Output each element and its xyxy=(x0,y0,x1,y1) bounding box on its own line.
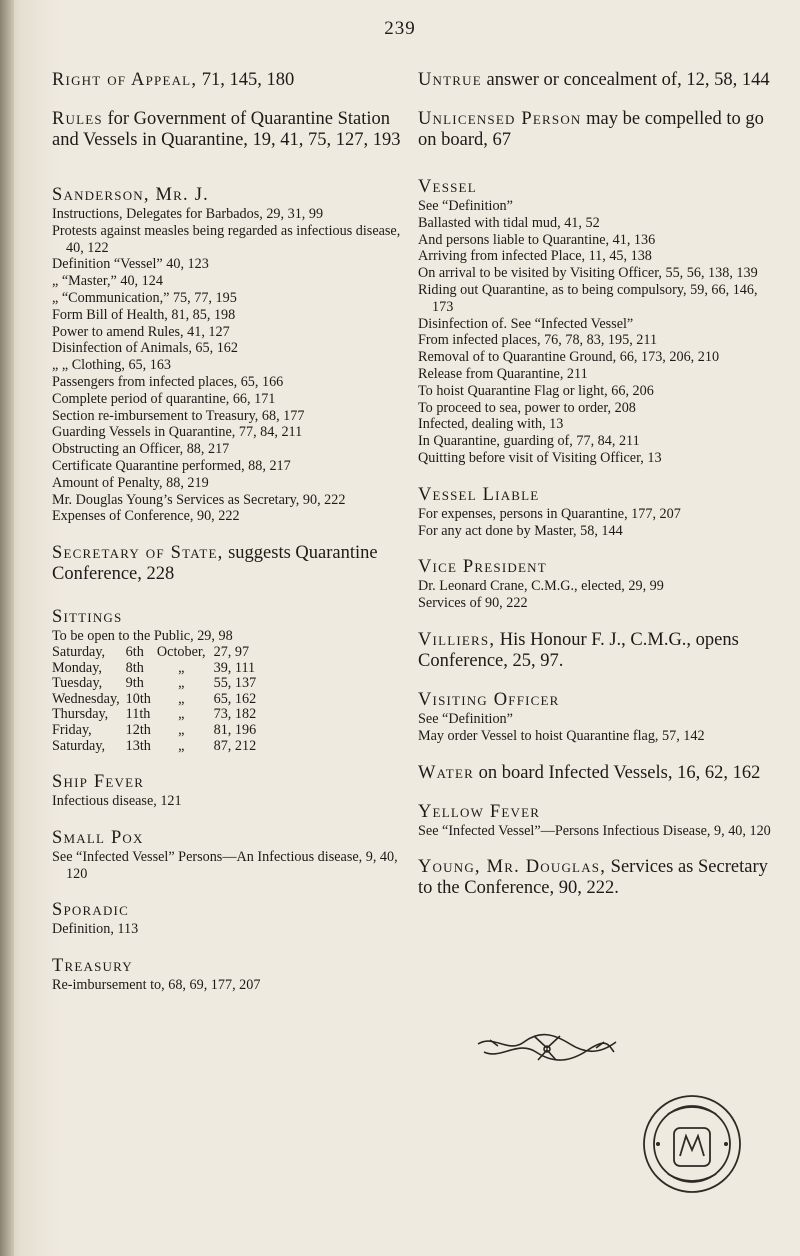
entry-title: Unlicensed Person xyxy=(418,109,582,129)
sitting-pages: 87, 212 xyxy=(213,737,257,754)
sub-line: May order Vessel to hoist Quarantine flag, 57, 142 xyxy=(418,727,705,744)
entry-text: may be compelled to go on board, 67 xyxy=(418,109,764,150)
sub-line: Power to amend Rules, 41, 127 xyxy=(52,323,230,340)
sitting-date: 13th xyxy=(125,737,151,754)
entry-vessel-liable xyxy=(418,485,776,540)
sub-line: Disinfection of. See “Infected Vessel” xyxy=(418,315,634,332)
sub-line: Dr. Leonard Crane, C.M.G., elected, 29, 99 xyxy=(418,578,664,595)
sitting-month: „ xyxy=(178,675,185,692)
entry-text: suggests Quarantine Conference, 228 xyxy=(52,543,378,585)
table-row xyxy=(52,692,262,708)
sitting-pages: 73, 182 xyxy=(213,706,257,723)
entry-title: Small Pox xyxy=(52,827,144,848)
sitting-month: „ xyxy=(178,706,185,723)
entry-sanderson xyxy=(52,185,402,525)
right-column xyxy=(418,70,776,917)
entry-title: Water xyxy=(418,762,474,783)
entry-text: on board Infected Vessels, 16, 62, 162 xyxy=(473,762,761,783)
sub-line: For any act done by Master, 58, 144 xyxy=(418,522,623,539)
sub-line: Expenses of Conference, 90, 222 xyxy=(52,508,240,525)
entry-title: Vessel Liable xyxy=(418,484,540,505)
sub-line: „ „ Clothing, 65, 163 xyxy=(52,357,172,374)
entry-title: Villiers, xyxy=(418,629,496,650)
entry-untrue xyxy=(418,70,776,91)
sitting-date: 6th xyxy=(125,643,144,660)
sub-line: Obstructing an Officer, 88, 217 xyxy=(52,441,230,458)
sub-line: „ “Master,” 40, 124 xyxy=(52,273,163,290)
sitting-day: Friday, xyxy=(52,721,92,738)
sub-line: On arrival to be visited by Visiting Officer, 55, 56, 138, 139 xyxy=(418,265,758,282)
sitting-month: October, xyxy=(156,643,206,660)
entry-title: Young, Mr. Douglas, xyxy=(418,857,607,878)
entry-visiting-officer xyxy=(418,690,776,745)
sub-line: Mr. Douglas Young’s Services as Secretary, 90, 222 xyxy=(52,491,346,508)
sub-line: „ “Communication,” 75, 77, 195 xyxy=(52,289,237,306)
sitting-date: 11th xyxy=(125,706,151,723)
entry-sublist xyxy=(418,198,776,467)
sittings-intro: To be open to the Public, 29, 98 xyxy=(52,628,233,645)
sub-line: Passengers from infected places, 65, 166 xyxy=(52,373,284,390)
sitting-date: 8th xyxy=(125,659,144,676)
sub-line: See “Infected Vessel”—Persons Infectious Disease, 9, 40, 120 xyxy=(418,822,771,839)
entry-unlicensed-person xyxy=(418,109,776,151)
entry-title: Untrue xyxy=(418,70,482,90)
sub-line: To proceed to sea, power to order, 208 xyxy=(418,399,636,416)
entry-vice-president xyxy=(418,557,776,612)
entry-title: Secretary of State, xyxy=(52,543,224,564)
entry-rules xyxy=(52,109,402,151)
sub-line: Quitting before visit of Visiting Officer, 13 xyxy=(418,449,662,466)
sub-line: Instructions, Delegates for Barbados, 29, 31, 99 xyxy=(52,206,324,222)
sub-line: Guarding Vessels in Quarantine, 77, 84, 211 xyxy=(52,424,303,441)
sitting-day: Saturday, xyxy=(52,643,106,660)
entry-treasury xyxy=(52,956,402,994)
entry-title: Treasury xyxy=(52,956,133,977)
sub-line: Release from Quarantine, 211 xyxy=(418,365,588,382)
entry-secretary-of-state xyxy=(52,543,402,585)
library-seal-icon xyxy=(640,1092,744,1196)
sitting-pages: 81, 196 xyxy=(213,721,257,738)
sub-line: See “Infected Vessel” Persons—An Infectious disease, 9, 40, 120 xyxy=(52,848,398,882)
entry-title: Sittings xyxy=(52,607,123,628)
sub-line: And persons liable to Quarantine, 41, 136 xyxy=(418,231,656,248)
sitting-pages: 55, 137 xyxy=(213,675,257,692)
entry-title: Vice President xyxy=(418,557,547,578)
sittings-table xyxy=(52,645,262,754)
sitting-date: 9th xyxy=(125,675,144,692)
sitting-day: Tuesday, xyxy=(52,675,103,692)
sub-line: Infected, dealing with, 13 xyxy=(418,416,564,433)
table-row xyxy=(52,739,262,755)
entry-title: Ship Fever xyxy=(52,772,145,793)
sub-line: Ballasted with tidal mud, 41, 52 xyxy=(418,214,600,231)
entry-title: Sanderson, Mr. J. xyxy=(52,185,209,205)
entry-title: Right of Appeal, xyxy=(52,70,198,90)
entry-young xyxy=(418,857,776,899)
entry-sporadic xyxy=(52,900,402,938)
entry-title: Sporadic xyxy=(52,900,129,921)
page-number: 239 xyxy=(384,18,416,39)
sub-line: Section re-imbursement to Treasury, 68, 177 xyxy=(52,407,305,424)
sub-line: Disinfection of Animals, 65, 162 xyxy=(52,340,238,357)
sitting-day: Thursday, xyxy=(52,706,109,723)
table-row xyxy=(52,645,262,661)
table-row xyxy=(52,723,262,739)
entry-text: Services as Secretary to the Conference, 90, 222. xyxy=(418,857,768,899)
sub-line: Certificate Quarantine performed, 88, 217 xyxy=(52,457,291,474)
sitting-month: „ xyxy=(178,690,185,707)
sitting-date: 10th xyxy=(125,690,151,707)
sitting-date: 12th xyxy=(125,721,151,738)
table-row xyxy=(52,707,262,723)
sub-line: Definition “Vessel” 40, 123 xyxy=(52,256,209,273)
entry-right-of-appeal xyxy=(52,70,402,91)
entry-sittings xyxy=(52,607,402,754)
sub-line: Protests against measles being regarded as infectious disease, 40, 122 xyxy=(52,222,401,256)
sub-line: Infectious disease, 121 xyxy=(52,793,182,810)
ornament-icon xyxy=(474,1030,620,1070)
entry-title: Yellow Fever xyxy=(418,801,541,822)
entry-water xyxy=(418,763,776,784)
sub-line: Form Bill of Health, 81, 85, 198 xyxy=(52,306,236,323)
entry-small-pox xyxy=(52,828,402,883)
entry-title: Vessel xyxy=(418,177,477,197)
entry-text: answer or concealment of, 12, 58, 144 xyxy=(481,70,770,90)
entry-yellow-fever xyxy=(418,802,776,840)
entry-vessel xyxy=(418,177,776,467)
sitting-month: „ xyxy=(178,721,185,738)
entry-title: Rules xyxy=(52,109,103,129)
sitting-month: „ xyxy=(178,659,185,676)
sub-line: Re-imbursement to, 68, 69, 177, 207 xyxy=(52,977,261,994)
sitting-day: Saturday, xyxy=(52,737,106,754)
binding-edge xyxy=(0,0,14,1256)
table-row xyxy=(52,661,262,677)
sub-line: Removal of to Quarantine Ground, 66, 173, 206, 210 xyxy=(418,349,720,366)
sitting-day: Monday, xyxy=(52,659,102,676)
sub-line: Arriving from infected Place, 11, 45, 138 xyxy=(418,248,652,265)
sub-line: In Quarantine, guarding of, 77, 84, 211 xyxy=(418,433,640,450)
entry-text: 71, 145, 180 xyxy=(197,70,295,90)
sub-line: Complete period of quarantine, 66, 171 xyxy=(52,390,276,407)
sub-line: To hoist Quarantine Flag or light, 66, 206 xyxy=(418,382,654,399)
sub-line: Amount of Penalty, 88, 219 xyxy=(52,474,209,491)
sitting-pages: 27, 97 xyxy=(213,643,250,660)
sitting-day: Wednesday, xyxy=(52,690,120,707)
entry-ship-fever xyxy=(52,772,402,810)
sitting-pages: 39, 111 xyxy=(213,659,256,676)
sub-line: From infected places, 76, 78, 83, 195, 211 xyxy=(418,332,658,349)
table-row xyxy=(52,676,262,692)
sub-line: See “Definition” xyxy=(418,198,513,214)
sub-line: Services of 90, 222 xyxy=(418,595,528,612)
left-column xyxy=(52,70,402,1012)
entry-villiers xyxy=(418,630,776,672)
entry-title: Visiting Officer xyxy=(418,689,560,710)
sub-line: See “Definition” xyxy=(418,710,513,727)
sub-line: Riding out Quarantine, as to being compulsory, 59, 66, 146, 173 xyxy=(418,281,758,315)
sitting-month: „ xyxy=(178,737,185,754)
sub-line: For expenses, persons in Quarantine, 177, 207 xyxy=(418,505,681,522)
entry-sublist xyxy=(52,206,402,525)
entry-text: for Government of Quarantine Station and Vessels in Quarantine, 19, 41, 75, 127, 193 xyxy=(52,109,401,150)
sitting-pages: 65, 162 xyxy=(213,690,257,707)
sub-line: Definition, 113 xyxy=(52,921,139,938)
entry-text: His Honour F. J., C.M.G., opens Conference, 25, 97. xyxy=(418,629,739,671)
